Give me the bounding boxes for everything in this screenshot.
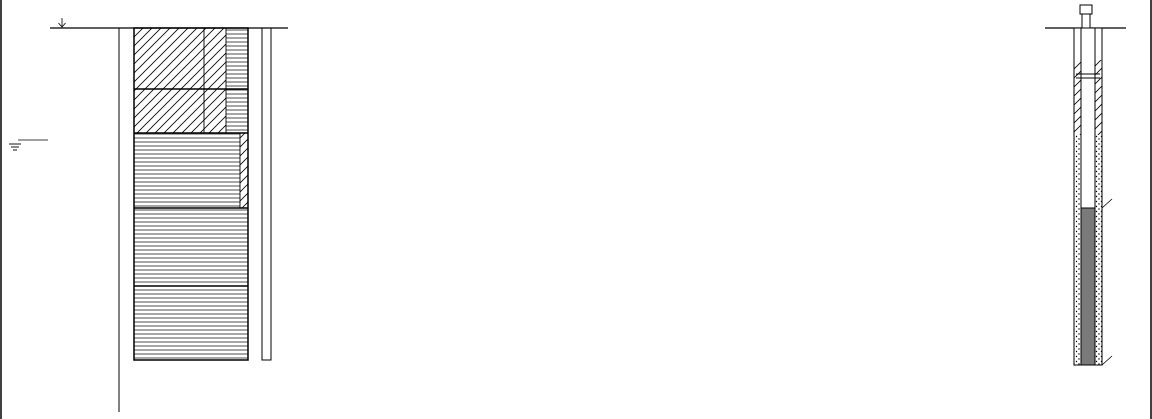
layer-2-hatch-clay-2 xyxy=(204,89,226,133)
well-bentonite-right xyxy=(1095,60,1102,135)
layer-2-hatch-clay xyxy=(134,89,204,133)
well-filter-screen xyxy=(1081,208,1095,365)
well-gravel-pack-left xyxy=(1074,135,1081,365)
layer-1-hatch-clay-2 xyxy=(204,28,226,89)
layer-3-hatch-peat xyxy=(134,133,240,208)
sample-strip-outline xyxy=(262,28,271,360)
layer-3-hatch-clay xyxy=(240,133,248,208)
layer-2-hatch-silt xyxy=(226,89,248,133)
well-cap xyxy=(1080,5,1092,14)
well-gravel-pack-right xyxy=(1095,135,1102,365)
layer-4-hatch-peat xyxy=(134,208,248,286)
well-casing xyxy=(1081,28,1095,208)
layer-1-hatch-clay xyxy=(134,28,204,89)
well-filter-bottom-leader xyxy=(1102,356,1112,365)
layer-1-hatch-silt xyxy=(226,28,248,89)
well-filter-top-leader xyxy=(1102,199,1112,208)
layer-5-hatch-peat xyxy=(134,286,248,360)
well-cap-stem xyxy=(1082,14,1090,28)
well-bentonite-left xyxy=(1074,60,1081,135)
